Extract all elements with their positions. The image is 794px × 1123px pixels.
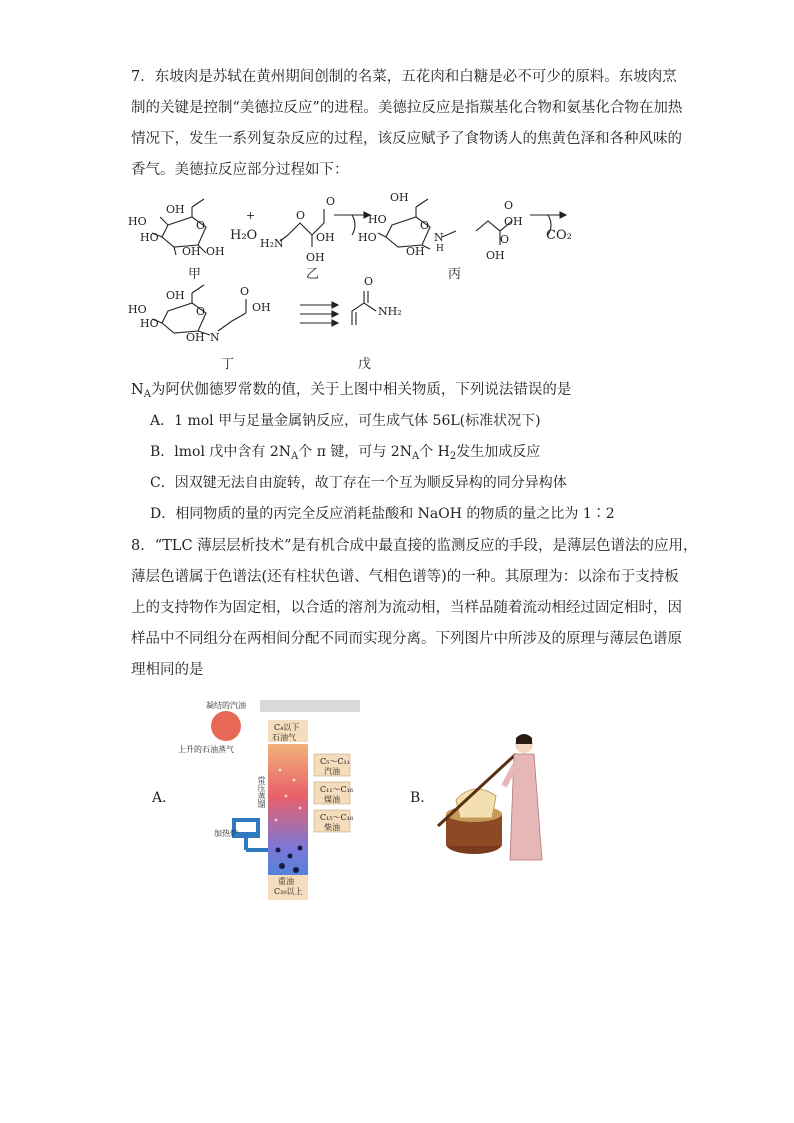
svg-text:H₂N: H₂N: [260, 237, 284, 250]
svg-text:O: O: [296, 209, 306, 222]
svg-text:O: O: [240, 285, 250, 298]
label-wu: 戊: [358, 357, 372, 372]
label-top-2: 石油气: [272, 733, 296, 742]
svg-text:OH: OH: [166, 289, 185, 302]
svg-text:O: O: [504, 199, 514, 212]
q7-option-a[interactable]: A．1 mol 甲与足量金属钠反应，可生成气体 56L(标准状况下): [150, 413, 541, 429]
label-bottom-2: C₂₀以上: [274, 887, 303, 896]
q8-line-3: 上的支持物作为固定相，以合适的溶剂为流动相，当样品随着流动相经过固定相时，因: [131, 600, 682, 616]
label-bing: 丙: [448, 267, 462, 282]
svg-text:N: N: [434, 231, 444, 244]
svg-text:NH₂: NH₂: [378, 305, 402, 318]
svg-text:OH: OH: [166, 203, 185, 216]
svg-text:O: O: [364, 275, 374, 288]
q7-option-c[interactable]: C．因双键无法自由旋转，故丁存在一个互为顺反异构的同分异构体: [150, 475, 567, 491]
label-tower: 常压蒸馏: [257, 776, 266, 808]
label-top-1: C₄以下: [274, 723, 300, 732]
q7-line-2: 制的关键是控制“美德拉反应”的进程。美德拉反应是指羰基化合物和氨基化合物在加热: [131, 100, 683, 116]
svg-text:HO: HO: [140, 317, 159, 330]
svg-text:OH: OH: [206, 245, 225, 258]
svg-text:OH: OH: [316, 231, 335, 244]
svg-text:OH: OH: [390, 191, 409, 204]
maillard-reaction-scheme: [120, 185, 680, 385]
svg-text:OH: OH: [486, 249, 505, 262]
byproduct-co2: CO₂: [546, 228, 572, 243]
q8-line-1: 8．“TLC 薄层层析技术”是有机合成中最直接的监测反应的手段，是薄层色谱法的应用，: [131, 538, 698, 554]
q8-line-2: 薄层色谱属于色谱法(还有柱状色谱、气相色谱等)的一种。其原理为：以涂布于支持板: [131, 569, 679, 585]
label-bottom-1: 重油: [278, 877, 294, 886]
svg-text:OH: OH: [252, 301, 271, 314]
q7-line-3: 情况下，发生一系列复杂反应的过程，该反应赋予了食物诱人的焦黄色泽和各种风味的: [131, 131, 682, 147]
q8-option-a[interactable]: A．: [152, 790, 177, 806]
svg-text:O: O: [326, 195, 336, 208]
svg-text:OH: OH: [306, 251, 325, 264]
label-rising-vapor: 上升的石油蒸气: [178, 745, 234, 754]
fraction-1-name: 汽油: [324, 767, 340, 776]
svg-text:OH: OH: [186, 331, 205, 344]
svg-text:O: O: [420, 219, 430, 232]
glycosylamine-structure: [378, 199, 512, 249]
svg-text:HO: HO: [128, 303, 147, 316]
svg-text:H: H: [436, 244, 444, 254]
q7-line-1: 7．东坡肉是苏轼在黄州期间创制的名菜，五花肉和白糖是必不可少的原料。东坡肉烹: [131, 69, 677, 85]
fraction-2-range: C₁₁～C₁₆: [320, 785, 354, 794]
q8-line-4: 样品中不同组分在两相间分配不同而实现分离。下列图片中所涉及的原理与薄层色谱原: [131, 631, 682, 647]
svg-text:OH: OH: [504, 215, 523, 228]
label-yi: 乙: [306, 267, 320, 282]
svg-text:O: O: [196, 219, 206, 232]
acrylamide-structure: [352, 291, 376, 325]
label-ding: 丁: [221, 357, 235, 372]
svg-text:OH: OH: [182, 245, 201, 258]
svg-text:OH: OH: [406, 245, 425, 258]
label-condensed-gasoline: 凝结的汽油: [206, 701, 246, 710]
fraction-1-range: C₅～C₁₁: [320, 757, 350, 766]
q8-line-5: 理相同的是: [131, 662, 204, 678]
q7-option-b[interactable]: B．lmol 戊中含有 $2N_A$个 π 键，可与 $2N_A$个 $H_2$发生加成反应: [150, 444, 541, 462]
svg-text:O: O: [196, 305, 206, 318]
svg-text:HO: HO: [358, 231, 377, 244]
svg-text:HO: HO: [128, 215, 147, 228]
woman-filtering-figure: [434, 730, 552, 870]
label-furnace: 加热炉: [214, 829, 238, 838]
svg-text:N: N: [210, 331, 220, 344]
q7-option-d[interactable]: D．相同物质的量的丙完全反应消耗盐酸和 NaOH 的物质的量之比为 1∶2: [150, 506, 615, 522]
svg-text:HO: HO: [140, 231, 159, 244]
svg-text:O: O: [500, 233, 510, 246]
fraction-3-name: 柴油: [324, 823, 340, 832]
fraction-2-name: 煤油: [324, 795, 340, 804]
svg-text:HO: HO: [368, 213, 387, 226]
q8-option-b[interactable]: B．: [410, 790, 435, 806]
label-jia: 甲: [188, 267, 202, 282]
svg-text:+: +: [246, 209, 256, 222]
byproduct-water: H₂O: [230, 228, 258, 243]
q7-line-4: 香气。美德拉反应部分过程如下：: [131, 162, 349, 178]
q7-stem: $N_A$为阿伏伽德罗常数的值，关于上图中相关物质，下列说法错误的是: [131, 382, 572, 400]
fraction-3-range: C₁₅～C₁₈: [320, 813, 354, 822]
